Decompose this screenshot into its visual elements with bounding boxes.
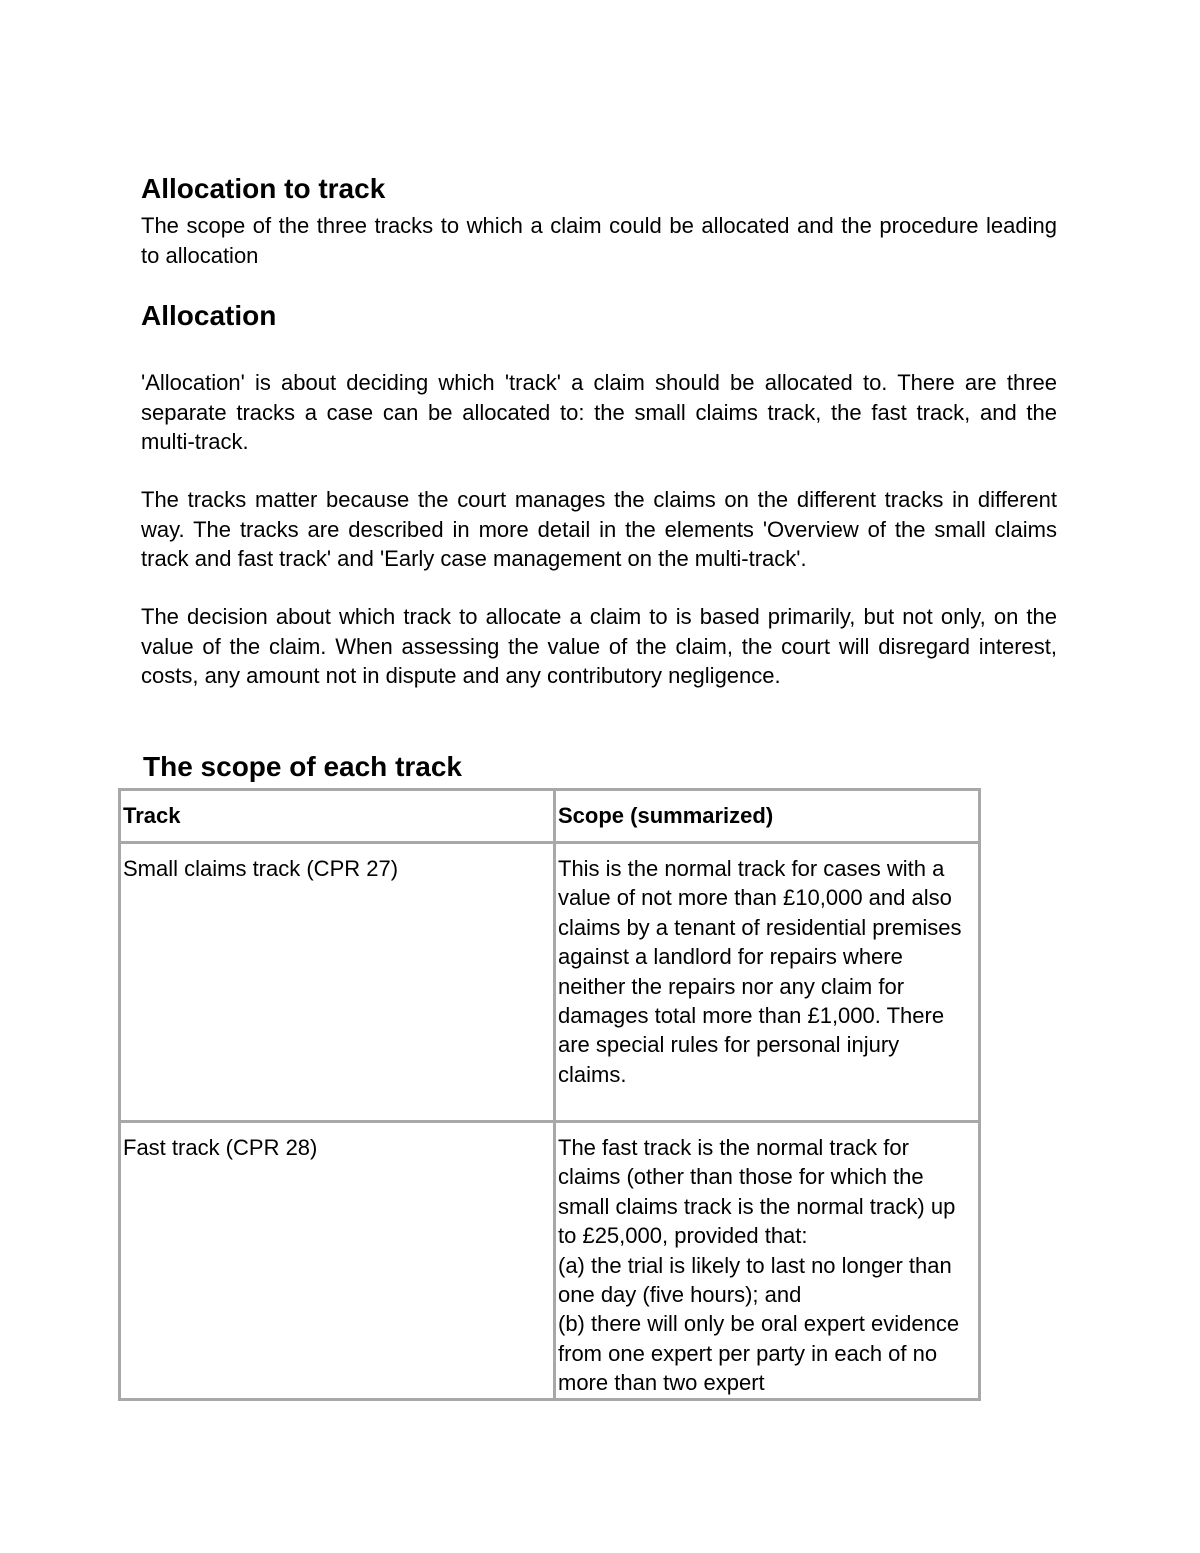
decision-paragraph: The decision about which track to allocate a claim to is based primarily, but not only, on the value of the claim. When assessing the value of the claim, the court will disregard interest, costs, any amount not in dispute and any contributory negligence. (141, 604, 1057, 689)
scope-condition-a: (a) the trial is likely to last no longer than one day (five hours); and (558, 1252, 952, 1308)
track-scope-cell (555, 1122, 980, 1400)
track-scope-cell (555, 843, 980, 1122)
header-scope: Scope (summarized) (555, 790, 980, 843)
table-row-fast-track (120, 1122, 980, 1400)
header-track: Track (120, 790, 555, 843)
scope-condition-b: (b) there will only be oral expert evidence from one expert per party in each of no more than two expert (558, 1311, 960, 1396)
table-row-small-claims (120, 843, 980, 1122)
main-heading: Allocation to track (141, 173, 386, 204)
tracks-matter-paragraph: The tracks matter because the court manages the claims on the different tracks in different way. The tracks are described in more detail in the elements 'Overview of the small claims track and fast track' and 'Early case management on the multi-track'. (141, 487, 1057, 572)
allocation-paragraph: 'Allocation' is about deciding which 'track' a claim should be allocated to. There are three separate tracks a case can be allocated to: the small claims track, the fast track, and the multi-track. (141, 370, 1057, 455)
scope-heading: The scope of each track (143, 751, 463, 782)
allocation-heading: Allocation (141, 300, 277, 331)
table-header-row (120, 790, 980, 843)
tracks-table (118, 788, 981, 1401)
scope-text: The fast track is the normal track for claims (other than those for which the small claims track is the normal track) up to £25,000, provided that: (558, 1135, 956, 1249)
track-name-cell: Small claims track (CPR 27) (120, 843, 555, 1122)
track-name-cell: Fast track (CPR 28) (120, 1122, 555, 1400)
subtitle-paragraph: The scope of the three tracks to which a claim could be allocated and the procedure leading to allocation (141, 213, 1057, 268)
scope-text: This is the normal track for cases with a value of not more than £10,000 and also claims by a tenant of residential premises against a landlord for repairs where neither the repairs nor any claim for damages total more than £1,000. There are special rules for personal injury claims. (558, 856, 962, 1087)
